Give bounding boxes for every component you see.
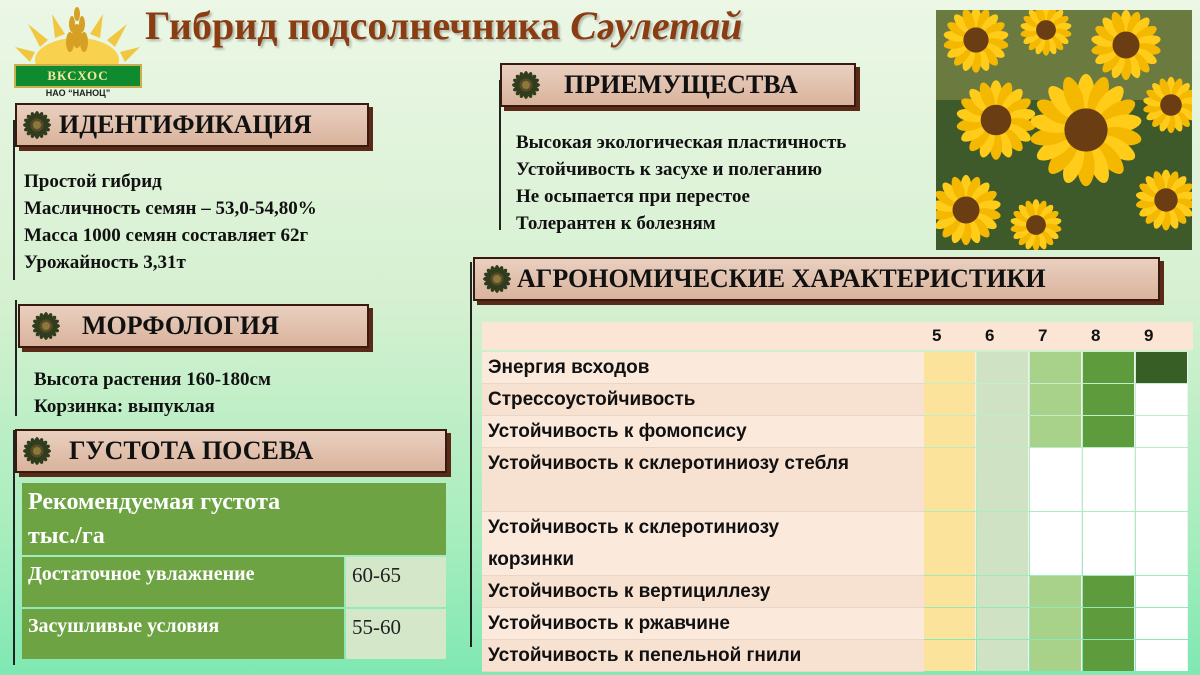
flower-icon (483, 265, 511, 293)
agro-empty-cell (1136, 416, 1188, 447)
agro-score-bar-segment (977, 416, 1029, 447)
morphology-line: Высота растения 160-180см (34, 369, 271, 390)
density-row-value: 60-65 (346, 557, 446, 607)
agro-score-bar-segment (924, 512, 976, 575)
page-title (145, 2, 742, 49)
logo (10, 2, 145, 100)
agro-score-bar-segment (924, 448, 976, 511)
identification-header (15, 103, 369, 147)
flower-icon (512, 71, 540, 99)
agro-score-bar-segment (1030, 352, 1082, 383)
agro-category-label: Устойчивость к склеротиниозу стебля (488, 453, 849, 474)
density-table (22, 483, 446, 659)
logo-subtitle: НАО “НАНОЦ” (45, 88, 111, 98)
agro-header (473, 257, 1160, 301)
density-header (15, 429, 447, 473)
agro-score-bar-segment (924, 384, 976, 415)
agro-score-bar-segment (924, 352, 976, 383)
density-table-head (22, 483, 446, 555)
agro-score-bar-segment (1083, 640, 1135, 671)
identification-line: Масса 1000 семян составляет 62г (24, 225, 309, 246)
agro-empty-cell (1136, 640, 1188, 671)
agro-x-tick: 8 (1091, 326, 1101, 345)
morphology-heading: МОРФОЛОГИЯ (82, 311, 279, 340)
agro-score-bar-segment (924, 416, 976, 447)
agro-empty-cell (1136, 576, 1188, 607)
agro-x-tick: 6 (985, 326, 995, 345)
density-row-value: 55-60 (346, 609, 446, 659)
density-heading: ГУСТОТА ПОСЕВА (69, 436, 314, 465)
flower-icon (32, 312, 60, 340)
agro-score-bar-segment (977, 448, 1029, 511)
agro-category-label: Устойчивость к склеротиниозу (488, 517, 780, 538)
agro-score-bar-segment (1030, 384, 1082, 415)
advantages-line: Устойчивость к засухе и полеганию (516, 159, 822, 180)
logo-banner: ВКСХОС (14, 64, 142, 88)
agro-divider (470, 262, 472, 647)
morphology-text (34, 366, 271, 420)
agro-score-bar-segment (977, 512, 1029, 575)
agro-empty-cell (1136, 448, 1188, 511)
advantages-line: Высокая экологическая пластичность (516, 132, 847, 153)
identification-line: Урожайность 3,31т (24, 252, 186, 273)
density-head-line: Рекомендуемая густота (28, 489, 281, 515)
density-row-label: Достаточное увлажнение (22, 557, 344, 607)
agro-header-band (482, 322, 1193, 350)
agro-heading: АГРОНОМИЧЕСКИЕ ХАРАКТЕРИСТИКИ (517, 264, 1046, 293)
agro-score-bar-segment (1030, 640, 1082, 671)
sunflower-logo-icon (10, 2, 145, 72)
agro-empty-cell (1083, 448, 1135, 511)
agro-category-label: Устойчивость к ржавчине (488, 613, 730, 634)
density-row-label: Засушливые условия (22, 609, 344, 659)
agro-score-bar-segment (1083, 608, 1135, 639)
agro-score-bar-segment (1083, 384, 1135, 415)
agro-empty-cell (1136, 608, 1188, 639)
agro-score-bar-segment (977, 384, 1029, 415)
agro-score-bar-segment (1030, 608, 1082, 639)
agro-category-label: корзинки (488, 549, 575, 570)
agro-score-bar-segment (1030, 416, 1082, 447)
flower-icon (23, 111, 51, 139)
identification-line: Простой гибрид (24, 171, 162, 192)
morphology-divider (15, 300, 17, 416)
agro-score-bar-segment (977, 576, 1029, 607)
sunflower-photo (936, 10, 1192, 250)
advantages-header (500, 63, 856, 107)
advantages-line: Не осыпается при перестое (516, 186, 750, 207)
agro-score-bar-segment (977, 608, 1029, 639)
morphology-line: Корзинка: выпуклая (34, 396, 215, 417)
agro-empty-cell (1136, 384, 1188, 415)
advantages-line: Толерантен к болезням (516, 213, 716, 234)
agro-x-tick: 5 (932, 326, 942, 345)
density-row (22, 557, 446, 607)
agro-score-bar-segment (924, 576, 976, 607)
morphology-header (18, 304, 369, 348)
density-row (22, 609, 446, 659)
flower-icon (23, 437, 51, 465)
title-main: Гибрид подсолнечника (145, 3, 561, 48)
agro-score-bar-segment (924, 608, 976, 639)
title-hybrid-name: Сәулетай (570, 3, 743, 48)
agro-score-bar-segment (977, 640, 1029, 671)
agro-score-bar-segment (1136, 352, 1188, 383)
advantages-heading: ПРИЕМУЩЕСТВА (564, 70, 798, 99)
agro-empty-cell (1030, 448, 1082, 511)
agro-category-label: Стрессоустойчивость (488, 389, 696, 410)
agro-score-bar-segment (1083, 416, 1135, 447)
agro-category-label: Устойчивость к вертициллезу (488, 581, 771, 602)
agro-x-tick: 7 (1038, 326, 1048, 345)
identification-line: Масличность семян – 53,0-54,80% (24, 198, 317, 219)
advantages-text (516, 129, 846, 237)
agro-empty-cell (1136, 512, 1188, 575)
agro-empty-cell (1083, 512, 1135, 575)
identification-heading: ИДЕНТИФИКАЦИЯ (59, 110, 312, 139)
agro-score-bar-segment (977, 352, 1029, 383)
agro-chart (482, 322, 1193, 670)
agro-x-tick: 9 (1144, 326, 1154, 345)
agro-empty-cell (1030, 512, 1082, 575)
agro-score-bar-segment (1083, 576, 1135, 607)
agro-category-label: Устойчивость к пепельной гнили (488, 645, 802, 666)
agro-category-label: Энергия всходов (488, 357, 650, 378)
density-head-line: тыс./га (28, 523, 105, 549)
agro-score-bar-segment (1030, 576, 1082, 607)
agro-score-bar-segment (924, 640, 976, 671)
identification-text (24, 168, 317, 276)
agro-score-bar-segment (1083, 352, 1135, 383)
agro-category-label: Устойчивость к фомопсису (488, 421, 747, 442)
